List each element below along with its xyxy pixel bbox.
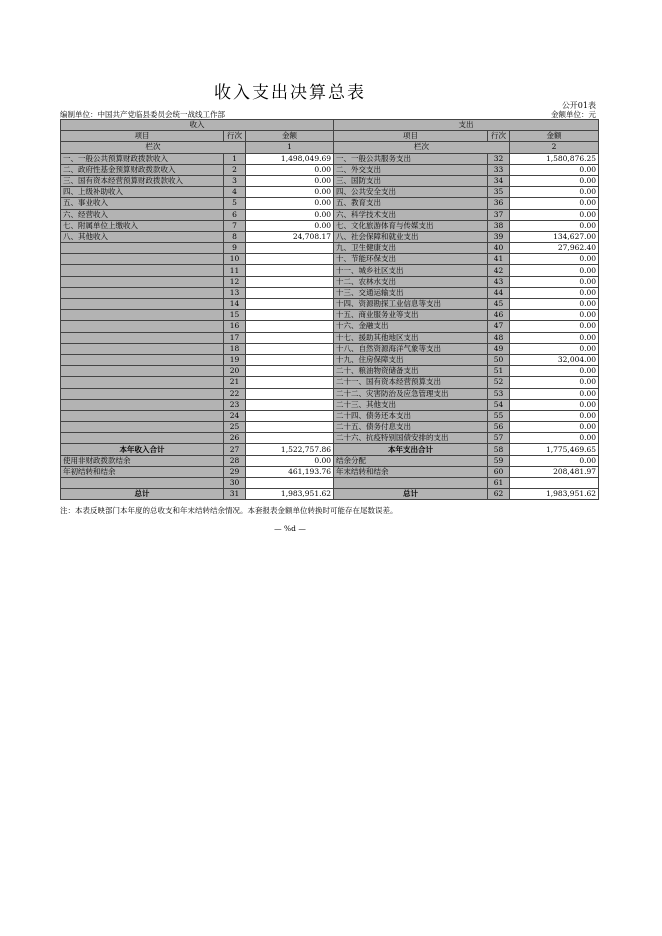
income-amount bbox=[246, 287, 334, 298]
income-row-no: 4 bbox=[224, 187, 246, 198]
income-amount: 0.00 bbox=[246, 198, 334, 209]
footnote: 注：本表反映部门本年度的总收支和年末结转结余情况。本套报表金额单位转换时可能存在尾数误差。 bbox=[60, 506, 398, 515]
expense-amount: 0.00 bbox=[510, 410, 599, 421]
expense-total-amount: 1,983,951.62 bbox=[510, 489, 599, 500]
income-amount bbox=[246, 422, 334, 433]
expense-amount: 0.00 bbox=[510, 175, 599, 186]
expense-amount: 0.00 bbox=[510, 209, 599, 220]
income-amount: 0.00 bbox=[246, 164, 334, 175]
expense-total-amount: 1,775,469.65 bbox=[510, 444, 599, 455]
expense-row-no: 58 bbox=[488, 444, 510, 455]
expense-amount: 0.00 bbox=[510, 220, 599, 231]
expense-amount: 0.00 bbox=[510, 254, 599, 265]
income-row-no: 7 bbox=[224, 220, 246, 231]
grand-total-row bbox=[61, 489, 599, 500]
income-row-no: 11 bbox=[224, 265, 246, 276]
income-item bbox=[61, 478, 224, 489]
income-amount bbox=[246, 399, 334, 410]
expense-amount: 0.00 bbox=[510, 343, 599, 354]
income-row-no: 26 bbox=[224, 433, 246, 444]
income-amount bbox=[246, 388, 334, 399]
table-row bbox=[61, 366, 599, 377]
income-amount: 24,708.17 bbox=[246, 231, 334, 242]
income-item bbox=[61, 310, 224, 321]
expense-amount: 0.00 bbox=[510, 198, 599, 209]
income-item: 六、经营收入 bbox=[61, 209, 224, 220]
expense-item: 十九、住房保障支出 bbox=[334, 354, 488, 365]
income-row-no: 15 bbox=[224, 310, 246, 321]
expense-row-no: 49 bbox=[488, 343, 510, 354]
table-row bbox=[61, 299, 599, 310]
income-amount bbox=[246, 243, 334, 254]
income-row-no: 25 bbox=[224, 422, 246, 433]
table-row bbox=[61, 388, 599, 399]
expense-row-no: 41 bbox=[488, 254, 510, 265]
expense-row-no: 42 bbox=[488, 265, 510, 276]
expense-row-no: 46 bbox=[488, 310, 510, 321]
income-row-no: 12 bbox=[224, 276, 246, 287]
income-row-no: 17 bbox=[224, 332, 246, 343]
expense-row-no: 34 bbox=[488, 175, 510, 186]
income-item bbox=[61, 321, 224, 332]
income-row-no: 24 bbox=[224, 410, 246, 421]
expense-item: 十五、商业服务业等支出 bbox=[334, 310, 488, 321]
income-total-label: 本年收入合计 bbox=[61, 444, 224, 455]
table-row bbox=[61, 276, 599, 287]
table-row bbox=[61, 287, 599, 298]
expense-row-no: 45 bbox=[488, 299, 510, 310]
table-body bbox=[61, 120, 599, 500]
expense-column-label: 栏次 bbox=[334, 142, 510, 153]
table-row bbox=[61, 153, 599, 164]
table-row bbox=[61, 332, 599, 343]
column-header-row bbox=[61, 131, 599, 142]
income-row-no: 3 bbox=[224, 175, 246, 186]
expense-total-label: 本年支出合计 bbox=[334, 444, 488, 455]
expense-row-no: 35 bbox=[488, 187, 510, 198]
expense-item: 十一、城乡社区支出 bbox=[334, 265, 488, 276]
expense-total-label: 总计 bbox=[334, 489, 488, 500]
expense-row-no: 60 bbox=[488, 466, 510, 477]
income-amount bbox=[246, 254, 334, 265]
income-row-no: 29 bbox=[224, 466, 246, 477]
expense-amount: 0.00 bbox=[510, 422, 599, 433]
income-row-no: 9 bbox=[224, 243, 246, 254]
income-header: 收入 bbox=[61, 120, 334, 131]
reporting-unit: 编制单位：中国共产党临县委员会统一战线工作部 bbox=[60, 110, 225, 119]
currency-unit: 金额单位：元 bbox=[551, 110, 596, 119]
income-amount bbox=[246, 321, 334, 332]
table-row bbox=[61, 310, 599, 321]
expense-row-no: 50 bbox=[488, 354, 510, 365]
income-total-label: 总计 bbox=[61, 489, 224, 500]
expense-amount: 0.00 bbox=[510, 455, 599, 466]
income-item bbox=[61, 287, 224, 298]
expense-row-no: 37 bbox=[488, 209, 510, 220]
table-row bbox=[61, 466, 599, 477]
income-amount bbox=[246, 299, 334, 310]
income-item bbox=[61, 410, 224, 421]
expense-row-no: 39 bbox=[488, 231, 510, 242]
expense-item: 二十二、灾害防治及应急管理支出 bbox=[334, 388, 488, 399]
expense-row-no: 52 bbox=[488, 377, 510, 388]
expense-row-no: 57 bbox=[488, 433, 510, 444]
income-rowno-header: 行次 bbox=[224, 131, 246, 142]
expense-row-no: 53 bbox=[488, 388, 510, 399]
income-amount: 0.00 bbox=[246, 175, 334, 186]
table-row bbox=[61, 377, 599, 388]
income-amount-header: 金额 bbox=[246, 131, 334, 142]
table-row bbox=[61, 410, 599, 421]
expense-amount: 0.00 bbox=[510, 265, 599, 276]
expense-item: 二十、粮油物资储备支出 bbox=[334, 366, 488, 377]
expense-row-no: 32 bbox=[488, 153, 510, 164]
income-amount: 461,193.76 bbox=[246, 466, 334, 477]
table-row bbox=[61, 220, 599, 231]
income-column-index: 1 bbox=[246, 142, 334, 153]
expense-row-no: 51 bbox=[488, 366, 510, 377]
income-item: 一、一般公共预算财政拨款收入 bbox=[61, 153, 224, 164]
income-row-no: 1 bbox=[224, 153, 246, 164]
expense-item: 二、外交支出 bbox=[334, 164, 488, 175]
income-total-amount: 1,983,951.62 bbox=[246, 489, 334, 500]
expense-item: 四、公共安全支出 bbox=[334, 187, 488, 198]
expense-item: 五、教育支出 bbox=[334, 198, 488, 209]
expense-header: 支出 bbox=[334, 120, 599, 131]
income-row-no: 10 bbox=[224, 254, 246, 265]
expense-row-no: 43 bbox=[488, 276, 510, 287]
income-amount: 0.00 bbox=[246, 455, 334, 466]
income-amount bbox=[246, 276, 334, 287]
expense-rowno-header: 行次 bbox=[488, 131, 510, 142]
income-amount: 0.00 bbox=[246, 187, 334, 198]
income-item bbox=[61, 276, 224, 287]
expense-row-no: 47 bbox=[488, 321, 510, 332]
income-row-no: 20 bbox=[224, 366, 246, 377]
income-row-no: 14 bbox=[224, 299, 246, 310]
expense-item: 十六、金融支出 bbox=[334, 321, 488, 332]
expense-item: 十八、自然资源海洋气象等支出 bbox=[334, 343, 488, 354]
income-item: 七、附属单位上缴收入 bbox=[61, 220, 224, 231]
expense-row-no: 40 bbox=[488, 243, 510, 254]
expense-amount: 27,962.40 bbox=[510, 243, 599, 254]
income-amount: 1,498,049.69 bbox=[246, 153, 334, 164]
table-row bbox=[61, 254, 599, 265]
income-amount bbox=[246, 310, 334, 321]
income-row-no: 2 bbox=[224, 164, 246, 175]
expense-item-header: 项目 bbox=[334, 131, 488, 142]
income-row-no: 8 bbox=[224, 231, 246, 242]
budget-summary-table bbox=[60, 119, 599, 500]
income-amount bbox=[246, 377, 334, 388]
expense-item: 二十三、其他支出 bbox=[334, 399, 488, 410]
income-row-no: 31 bbox=[224, 489, 246, 500]
expense-item: 二十六、抗疫特别国债安排的支出 bbox=[334, 433, 488, 444]
expense-amount-header: 金额 bbox=[510, 131, 599, 142]
income-column-label: 栏次 bbox=[61, 142, 246, 153]
expense-item: 六、科学技术支出 bbox=[334, 209, 488, 220]
income-item: 五、事业收入 bbox=[61, 198, 224, 209]
expense-amount: 208,481.97 bbox=[510, 466, 599, 477]
income-row-no: 18 bbox=[224, 343, 246, 354]
expense-row-no: 56 bbox=[488, 422, 510, 433]
income-item: 三、国有资本经营预算财政拨款收入 bbox=[61, 175, 224, 186]
income-amount bbox=[246, 410, 334, 421]
income-item: 八、其他收入 bbox=[61, 231, 224, 242]
income-row-no: 5 bbox=[224, 198, 246, 209]
table-row bbox=[61, 209, 599, 220]
expense-amount: 0.00 bbox=[510, 276, 599, 287]
income-item bbox=[61, 388, 224, 399]
income-amount bbox=[246, 343, 334, 354]
expense-amount: 0.00 bbox=[510, 321, 599, 332]
expense-item: 十七、援助其他地区支出 bbox=[334, 332, 488, 343]
table-row bbox=[61, 455, 599, 466]
expense-row-no: 55 bbox=[488, 410, 510, 421]
income-item bbox=[61, 254, 224, 265]
income-amount bbox=[246, 265, 334, 276]
section-header-row bbox=[61, 120, 599, 131]
expense-item: 二十五、债务付息支出 bbox=[334, 422, 488, 433]
table-row bbox=[61, 265, 599, 276]
expense-amount: 0.00 bbox=[510, 332, 599, 343]
income-item: 年初结转和结余 bbox=[61, 466, 224, 477]
expense-item: 二十一、国有资本经营预算支出 bbox=[334, 377, 488, 388]
income-amount: 0.00 bbox=[246, 209, 334, 220]
unit-line bbox=[60, 109, 596, 119]
income-row-no: 19 bbox=[224, 354, 246, 365]
income-amount bbox=[246, 366, 334, 377]
table-row bbox=[61, 198, 599, 209]
expense-row-no: 62 bbox=[488, 489, 510, 500]
expense-item: 一、一般公共服务支出 bbox=[334, 153, 488, 164]
expense-item: 十三、交通运输支出 bbox=[334, 287, 488, 298]
income-item bbox=[61, 354, 224, 365]
expense-item: 十二、农林水支出 bbox=[334, 276, 488, 287]
expense-row-no: 33 bbox=[488, 164, 510, 175]
income-row-no: 22 bbox=[224, 388, 246, 399]
expense-amount: 0.00 bbox=[510, 187, 599, 198]
expense-item: 八、社会保障和就业支出 bbox=[334, 231, 488, 242]
income-row-no: 23 bbox=[224, 399, 246, 410]
income-item bbox=[61, 377, 224, 388]
expense-amount: 0.00 bbox=[510, 310, 599, 321]
income-amount: 0.00 bbox=[246, 220, 334, 231]
income-row-no: 28 bbox=[224, 455, 246, 466]
income-row-no: 27 bbox=[224, 444, 246, 455]
table-row bbox=[61, 231, 599, 242]
expense-row-no: 38 bbox=[488, 220, 510, 231]
table-row bbox=[61, 175, 599, 186]
expense-item: 年末结转和结余 bbox=[334, 466, 488, 477]
table-row bbox=[61, 422, 599, 433]
income-item bbox=[61, 399, 224, 410]
expense-row-no: 54 bbox=[488, 399, 510, 410]
income-amount bbox=[246, 354, 334, 365]
income-item bbox=[61, 343, 224, 354]
expense-amount: 1,580,876.25 bbox=[510, 153, 599, 164]
column-index-row bbox=[61, 142, 599, 153]
expense-item: 结余分配 bbox=[334, 455, 488, 466]
table-row bbox=[61, 478, 599, 489]
expense-item: 九、卫生健康支出 bbox=[334, 243, 488, 254]
subtotal-row bbox=[61, 444, 599, 455]
expense-amount: 0.00 bbox=[510, 377, 599, 388]
table-row bbox=[61, 321, 599, 332]
expense-item: 十四、资源勘探工业信息等支出 bbox=[334, 299, 488, 310]
income-item-header: 项目 bbox=[61, 131, 224, 142]
table-row bbox=[61, 354, 599, 365]
expense-row-no: 59 bbox=[488, 455, 510, 466]
income-total-amount: 1,522,757.86 bbox=[246, 444, 334, 455]
table-row bbox=[61, 343, 599, 354]
expense-item: 七、文化旅游体育与传媒支出 bbox=[334, 220, 488, 231]
income-row-no: 30 bbox=[224, 478, 246, 489]
expense-amount bbox=[510, 478, 599, 489]
income-item bbox=[61, 265, 224, 276]
expense-row-no: 61 bbox=[488, 478, 510, 489]
page-number: — %d — bbox=[274, 524, 306, 533]
income-row-no: 6 bbox=[224, 209, 246, 220]
expense-row-no: 36 bbox=[488, 198, 510, 209]
expense-item bbox=[334, 478, 488, 489]
income-row-no: 13 bbox=[224, 287, 246, 298]
table-row bbox=[61, 187, 599, 198]
expense-item: 三、国防支出 bbox=[334, 175, 488, 186]
expense-amount: 134,627.00 bbox=[510, 231, 599, 242]
expense-row-no: 48 bbox=[488, 332, 510, 343]
expense-item: 十、节能环保支出 bbox=[334, 254, 488, 265]
table-row bbox=[61, 164, 599, 175]
expense-amount: 0.00 bbox=[510, 388, 599, 399]
expense-amount: 0.00 bbox=[510, 433, 599, 444]
expense-amount: 0.00 bbox=[510, 399, 599, 410]
form-number: 公开01表 bbox=[561, 101, 596, 110]
income-amount bbox=[246, 478, 334, 489]
income-row-no: 21 bbox=[224, 377, 246, 388]
income-item bbox=[61, 433, 224, 444]
expense-amount: 0.00 bbox=[510, 164, 599, 175]
expense-amount: 0.00 bbox=[510, 299, 599, 310]
income-item: 二、政府性基金预算财政拨款收入 bbox=[61, 164, 224, 175]
income-item bbox=[61, 299, 224, 310]
expense-amount: 0.00 bbox=[510, 287, 599, 298]
income-amount bbox=[246, 433, 334, 444]
expense-item: 二十四、债务还本支出 bbox=[334, 410, 488, 421]
expense-row-no: 44 bbox=[488, 287, 510, 298]
expense-amount: 32,004.00 bbox=[510, 354, 599, 365]
income-row-no: 16 bbox=[224, 321, 246, 332]
table-row bbox=[61, 243, 599, 254]
income-item bbox=[61, 366, 224, 377]
income-item: 使用非财政拨款结余 bbox=[61, 455, 224, 466]
income-item bbox=[61, 243, 224, 254]
table-row bbox=[61, 399, 599, 410]
income-item bbox=[61, 422, 224, 433]
expense-column-index: 2 bbox=[510, 142, 599, 153]
page-title: 收入支出决算总表 bbox=[214, 83, 366, 103]
table-row bbox=[61, 433, 599, 444]
income-item bbox=[61, 332, 224, 343]
income-item: 四、上级补助收入 bbox=[61, 187, 224, 198]
expense-amount: 0.00 bbox=[510, 366, 599, 377]
income-amount bbox=[246, 332, 334, 343]
